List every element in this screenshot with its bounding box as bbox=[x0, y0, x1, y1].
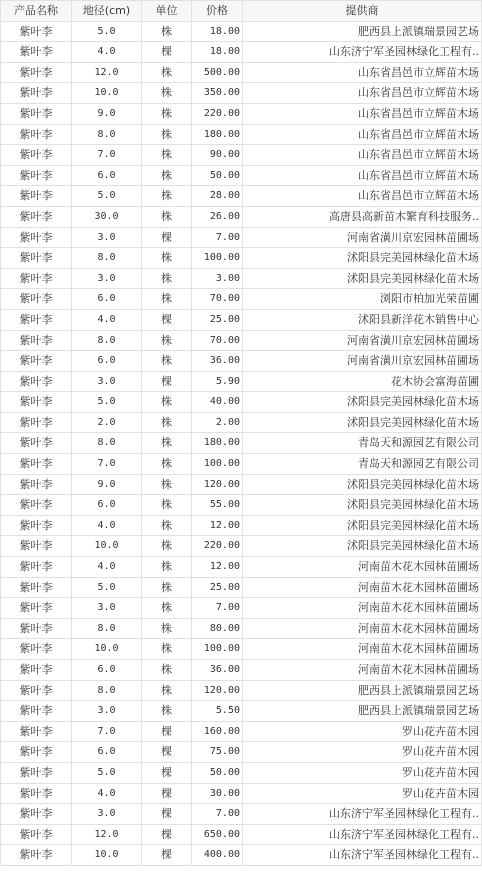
table-row bbox=[1, 145, 482, 166]
price-cell: 36.00 bbox=[192, 660, 243, 681]
product-name-cell: 紫叶李 bbox=[1, 721, 72, 742]
unit-cell: 株 bbox=[142, 103, 192, 124]
table-row bbox=[1, 618, 482, 639]
table-row bbox=[1, 371, 482, 392]
unit-cell: 棵 bbox=[142, 845, 192, 866]
price-cell: 18.00 bbox=[192, 21, 243, 42]
supplier-cell: 河南苗木花木园林苗圃场 bbox=[243, 639, 482, 660]
unit-cell: 株 bbox=[142, 351, 192, 372]
price-cell: 350.00 bbox=[192, 83, 243, 104]
price-cell: 7.00 bbox=[192, 804, 243, 825]
unit-cell: 株 bbox=[142, 680, 192, 701]
table-row bbox=[1, 124, 482, 145]
table-row bbox=[1, 783, 482, 804]
diameter-cell: 10.0 bbox=[72, 845, 142, 866]
price-cell: 7.00 bbox=[192, 598, 243, 619]
diameter-cell: 3.0 bbox=[72, 268, 142, 289]
diameter-cell: 7.0 bbox=[72, 454, 142, 475]
supplier-cell: 青岛天和源园艺有限公司 bbox=[243, 454, 482, 475]
diameter-cell: 5.0 bbox=[72, 21, 142, 42]
unit-cell: 株 bbox=[142, 330, 192, 351]
product-name-cell: 紫叶李 bbox=[1, 762, 72, 783]
diameter-cell: 8.0 bbox=[72, 618, 142, 639]
product-name-cell: 紫叶李 bbox=[1, 186, 72, 207]
unit-cell: 株 bbox=[142, 83, 192, 104]
price-cell: 55.00 bbox=[192, 495, 243, 516]
supplier-cell: 山东济宁军圣园林绿化工程有.. bbox=[243, 845, 482, 866]
product-name-cell: 紫叶李 bbox=[1, 145, 72, 166]
table-row bbox=[1, 762, 482, 783]
table-row bbox=[1, 536, 482, 557]
product-name-cell: 紫叶李 bbox=[1, 62, 72, 83]
product-name-cell: 紫叶李 bbox=[1, 412, 72, 433]
diameter-cell: 5.0 bbox=[72, 392, 142, 413]
price-cell: 30.00 bbox=[192, 783, 243, 804]
table-row bbox=[1, 742, 482, 763]
unit-cell: 株 bbox=[142, 577, 192, 598]
supplier-cell: 沭阳县完美园林绿化苗木场 bbox=[243, 515, 482, 536]
price-cell: 500.00 bbox=[192, 62, 243, 83]
price-cell: 3.00 bbox=[192, 268, 243, 289]
product-name-cell: 紫叶李 bbox=[1, 495, 72, 516]
table-row bbox=[1, 351, 482, 372]
diameter-cell: 8.0 bbox=[72, 680, 142, 701]
product-name-cell: 紫叶李 bbox=[1, 783, 72, 804]
supplier-cell: 罗山花卉苗木园 bbox=[243, 762, 482, 783]
unit-cell: 株 bbox=[142, 536, 192, 557]
price-cell: 12.00 bbox=[192, 515, 243, 536]
table-row bbox=[1, 289, 482, 310]
header-unit: 单位 bbox=[142, 1, 192, 22]
table-row bbox=[1, 474, 482, 495]
supplier-cell: 高唐县高新苗木繁育科技服务.. bbox=[243, 206, 482, 227]
price-cell: 100.00 bbox=[192, 454, 243, 475]
price-cell: 70.00 bbox=[192, 330, 243, 351]
unit-cell: 株 bbox=[142, 701, 192, 722]
table-row bbox=[1, 392, 482, 413]
product-name-cell: 紫叶李 bbox=[1, 536, 72, 557]
supplier-cell: 山东济宁军圣园林绿化工程有.. bbox=[243, 804, 482, 825]
supplier-cell: 山东省昌邑市立辉苗木场 bbox=[243, 165, 482, 186]
supplier-cell: 山东省昌邑市立辉苗木场 bbox=[243, 145, 482, 166]
product-name-cell: 紫叶李 bbox=[1, 454, 72, 475]
diameter-cell: 8.0 bbox=[72, 248, 142, 269]
table-row bbox=[1, 845, 482, 866]
diameter-cell: 4.0 bbox=[72, 557, 142, 578]
diameter-cell: 10.0 bbox=[72, 639, 142, 660]
price-cell: 75.00 bbox=[192, 742, 243, 763]
table-row bbox=[1, 804, 482, 825]
table-row bbox=[1, 21, 482, 42]
table-row bbox=[1, 83, 482, 104]
table-row bbox=[1, 248, 482, 269]
supplier-cell: 河南苗木花木园林苗圃场 bbox=[243, 598, 482, 619]
product-name-cell: 紫叶李 bbox=[1, 227, 72, 248]
unit-cell: 株 bbox=[142, 557, 192, 578]
table-row bbox=[1, 103, 482, 124]
table-row bbox=[1, 227, 482, 248]
supplier-cell: 山东济宁军圣园林绿化工程有.. bbox=[243, 42, 482, 63]
diameter-cell: 4.0 bbox=[72, 783, 142, 804]
supplier-cell: 罗山花卉苗木园 bbox=[243, 783, 482, 804]
unit-cell: 棵 bbox=[142, 824, 192, 845]
price-cell: 100.00 bbox=[192, 248, 243, 269]
price-cell: 100.00 bbox=[192, 639, 243, 660]
product-name-cell: 紫叶李 bbox=[1, 21, 72, 42]
table-row bbox=[1, 598, 482, 619]
unit-cell: 株 bbox=[142, 21, 192, 42]
product-name-cell: 紫叶李 bbox=[1, 83, 72, 104]
diameter-cell: 9.0 bbox=[72, 103, 142, 124]
diameter-cell: 9.0 bbox=[72, 474, 142, 495]
unit-cell: 株 bbox=[142, 289, 192, 310]
diameter-cell: 12.0 bbox=[72, 824, 142, 845]
product-name-cell: 紫叶李 bbox=[1, 330, 72, 351]
product-name-cell: 紫叶李 bbox=[1, 557, 72, 578]
supplier-cell: 河南省潢川京宏园林苗圃场 bbox=[243, 227, 482, 248]
unit-cell: 株 bbox=[142, 495, 192, 516]
price-cell: 5.90 bbox=[192, 371, 243, 392]
header-supplier: 提供商 bbox=[243, 1, 482, 22]
diameter-cell: 3.0 bbox=[72, 227, 142, 248]
supplier-cell: 河南苗木花木园林苗圃场 bbox=[243, 618, 482, 639]
table-row bbox=[1, 62, 482, 83]
supplier-cell: 河南苗木花木园林苗圃场 bbox=[243, 557, 482, 578]
price-cell: 40.00 bbox=[192, 392, 243, 413]
table-row bbox=[1, 454, 482, 475]
product-name-cell: 紫叶李 bbox=[1, 124, 72, 145]
table-row bbox=[1, 165, 482, 186]
supplier-cell: 青岛天和源园艺有限公司 bbox=[243, 433, 482, 454]
supplier-cell: 沭阳县新洋花木销售中心 bbox=[243, 309, 482, 330]
supplier-cell: 沭阳县完美园林绿化苗木场 bbox=[243, 392, 482, 413]
diameter-cell: 6.0 bbox=[72, 351, 142, 372]
supplier-cell: 山东济宁军圣园林绿化工程有.. bbox=[243, 824, 482, 845]
diameter-cell: 10.0 bbox=[72, 83, 142, 104]
product-name-cell: 紫叶李 bbox=[1, 515, 72, 536]
product-name-cell: 紫叶李 bbox=[1, 371, 72, 392]
price-cell: 160.00 bbox=[192, 721, 243, 742]
price-cell: 28.00 bbox=[192, 186, 243, 207]
unit-cell: 棵 bbox=[142, 783, 192, 804]
unit-cell: 株 bbox=[142, 268, 192, 289]
price-cell: 220.00 bbox=[192, 536, 243, 557]
price-cell: 220.00 bbox=[192, 103, 243, 124]
diameter-cell: 3.0 bbox=[72, 804, 142, 825]
table-row bbox=[1, 268, 482, 289]
supplier-cell: 河南省潢川京宏园林苗圃场 bbox=[243, 330, 482, 351]
supplier-cell: 罗山花卉苗木园 bbox=[243, 721, 482, 742]
diameter-cell: 8.0 bbox=[72, 433, 142, 454]
supplier-cell: 山东省昌邑市立辉苗木场 bbox=[243, 62, 482, 83]
unit-cell: 棵 bbox=[142, 227, 192, 248]
table-row bbox=[1, 701, 482, 722]
supplier-cell: 河南省潢川京宏园林苗圃场 bbox=[243, 351, 482, 372]
diameter-cell: 7.0 bbox=[72, 145, 142, 166]
diameter-cell: 6.0 bbox=[72, 495, 142, 516]
unit-cell: 株 bbox=[142, 62, 192, 83]
product-name-cell: 紫叶李 bbox=[1, 42, 72, 63]
price-cell: 12.00 bbox=[192, 557, 243, 578]
unit-cell: 株 bbox=[142, 639, 192, 660]
price-cell: 650.00 bbox=[192, 824, 243, 845]
product-name-cell: 紫叶李 bbox=[1, 845, 72, 866]
table-row bbox=[1, 680, 482, 701]
price-cell: 180.00 bbox=[192, 433, 243, 454]
price-cell: 50.00 bbox=[192, 165, 243, 186]
unit-cell: 棵 bbox=[142, 309, 192, 330]
product-name-cell: 紫叶李 bbox=[1, 598, 72, 619]
diameter-cell: 6.0 bbox=[72, 742, 142, 763]
supplier-cell: 花木协会富海苗圃 bbox=[243, 371, 482, 392]
price-cell: 7.00 bbox=[192, 227, 243, 248]
diameter-cell: 6.0 bbox=[72, 289, 142, 310]
unit-cell: 株 bbox=[142, 145, 192, 166]
diameter-cell: 6.0 bbox=[72, 165, 142, 186]
diameter-cell: 8.0 bbox=[72, 330, 142, 351]
diameter-cell: 10.0 bbox=[72, 536, 142, 557]
supplier-cell: 肥西县上派镇瑞景园艺场 bbox=[243, 701, 482, 722]
table-row bbox=[1, 433, 482, 454]
product-name-cell: 紫叶李 bbox=[1, 660, 72, 681]
diameter-cell: 5.0 bbox=[72, 762, 142, 783]
diameter-cell: 3.0 bbox=[72, 598, 142, 619]
table-row bbox=[1, 557, 482, 578]
diameter-cell: 3.0 bbox=[72, 701, 142, 722]
unit-cell: 株 bbox=[142, 598, 192, 619]
product-name-cell: 紫叶李 bbox=[1, 577, 72, 598]
table-row bbox=[1, 330, 482, 351]
price-cell: 70.00 bbox=[192, 289, 243, 310]
table-row bbox=[1, 186, 482, 207]
supplier-cell: 肥西县上派镇瑞景园艺场 bbox=[243, 21, 482, 42]
supplier-cell: 浏阳市柏加光荣苗圃 bbox=[243, 289, 482, 310]
unit-cell: 棵 bbox=[142, 371, 192, 392]
table-row bbox=[1, 660, 482, 681]
product-name-cell: 紫叶李 bbox=[1, 701, 72, 722]
unit-cell: 株 bbox=[142, 660, 192, 681]
price-cell: 80.00 bbox=[192, 618, 243, 639]
supplier-cell: 罗山花卉苗木园 bbox=[243, 742, 482, 763]
product-name-cell: 紫叶李 bbox=[1, 248, 72, 269]
product-name-cell: 紫叶李 bbox=[1, 824, 72, 845]
supplier-cell: 沭阳县完美园林绿化苗木场 bbox=[243, 495, 482, 516]
unit-cell: 棵 bbox=[142, 721, 192, 742]
product-name-cell: 紫叶李 bbox=[1, 474, 72, 495]
product-name-cell: 紫叶李 bbox=[1, 351, 72, 372]
supplier-cell: 河南苗木花木园林苗圃场 bbox=[243, 577, 482, 598]
table-row bbox=[1, 721, 482, 742]
price-cell: 120.00 bbox=[192, 680, 243, 701]
product-name-cell: 紫叶李 bbox=[1, 618, 72, 639]
price-cell: 25.00 bbox=[192, 309, 243, 330]
product-name-cell: 紫叶李 bbox=[1, 392, 72, 413]
product-name-cell: 紫叶李 bbox=[1, 206, 72, 227]
diameter-cell: 7.0 bbox=[72, 721, 142, 742]
unit-cell: 株 bbox=[142, 618, 192, 639]
supplier-cell: 肥西县上派镇瑞景园艺场 bbox=[243, 680, 482, 701]
unit-cell: 株 bbox=[142, 186, 192, 207]
header-diameter: 地径(cm) bbox=[72, 1, 142, 22]
price-cell: 120.00 bbox=[192, 474, 243, 495]
unit-cell: 棵 bbox=[142, 742, 192, 763]
product-name-cell: 紫叶李 bbox=[1, 742, 72, 763]
product-name-cell: 紫叶李 bbox=[1, 103, 72, 124]
diameter-cell: 2.0 bbox=[72, 412, 142, 433]
unit-cell: 株 bbox=[142, 165, 192, 186]
diameter-cell: 5.0 bbox=[72, 577, 142, 598]
product-name-cell: 紫叶李 bbox=[1, 433, 72, 454]
product-name-cell: 紫叶李 bbox=[1, 680, 72, 701]
diameter-cell: 4.0 bbox=[72, 309, 142, 330]
supplier-cell: 山东省昌邑市立辉苗木场 bbox=[243, 103, 482, 124]
table-row bbox=[1, 309, 482, 330]
table-row bbox=[1, 824, 482, 845]
price-cell: 2.00 bbox=[192, 412, 243, 433]
price-cell: 90.00 bbox=[192, 145, 243, 166]
table-row bbox=[1, 206, 482, 227]
diameter-cell: 6.0 bbox=[72, 660, 142, 681]
supplier-cell: 沭阳县完美园林绿化苗木场 bbox=[243, 412, 482, 433]
unit-cell: 株 bbox=[142, 124, 192, 145]
diameter-cell: 4.0 bbox=[72, 515, 142, 536]
unit-cell: 株 bbox=[142, 248, 192, 269]
header-price: 价格 bbox=[192, 1, 243, 22]
product-name-cell: 紫叶李 bbox=[1, 165, 72, 186]
unit-cell: 棵 bbox=[142, 762, 192, 783]
product-name-cell: 紫叶李 bbox=[1, 289, 72, 310]
unit-cell: 株 bbox=[142, 206, 192, 227]
unit-cell: 棵 bbox=[142, 804, 192, 825]
table-row bbox=[1, 577, 482, 598]
table-row bbox=[1, 639, 482, 660]
supplier-cell: 河南苗木花木园林苗圃场 bbox=[243, 660, 482, 681]
diameter-cell: 12.0 bbox=[72, 62, 142, 83]
supplier-cell: 山东省昌邑市立辉苗木场 bbox=[243, 83, 482, 104]
table-row bbox=[1, 412, 482, 433]
unit-cell: 株 bbox=[142, 412, 192, 433]
unit-cell: 株 bbox=[142, 474, 192, 495]
price-cell: 36.00 bbox=[192, 351, 243, 372]
table-row bbox=[1, 515, 482, 536]
diameter-cell: 4.0 bbox=[72, 42, 142, 63]
supplier-cell: 沭阳县完美园林绿化苗木场 bbox=[243, 268, 482, 289]
table-row bbox=[1, 42, 482, 63]
product-name-cell: 紫叶李 bbox=[1, 804, 72, 825]
header-product-name: 产品名称 bbox=[1, 1, 72, 22]
supplier-cell: 沭阳县完美园林绿化苗木场 bbox=[243, 474, 482, 495]
product-name-cell: 紫叶李 bbox=[1, 309, 72, 330]
supplier-cell: 沭阳县完美园林绿化苗木场 bbox=[243, 248, 482, 269]
price-cell: 180.00 bbox=[192, 124, 243, 145]
unit-cell: 株 bbox=[142, 454, 192, 475]
unit-cell: 株 bbox=[142, 392, 192, 413]
table-row bbox=[1, 495, 482, 516]
price-cell: 18.00 bbox=[192, 42, 243, 63]
price-cell: 400.00 bbox=[192, 845, 243, 866]
diameter-cell: 30.0 bbox=[72, 206, 142, 227]
unit-cell: 株 bbox=[142, 515, 192, 536]
price-cell: 50.00 bbox=[192, 762, 243, 783]
unit-cell: 株 bbox=[142, 433, 192, 454]
price-cell: 25.00 bbox=[192, 577, 243, 598]
table-body bbox=[1, 21, 482, 865]
supplier-cell: 沭阳县完美园林绿化苗木场 bbox=[243, 536, 482, 557]
diameter-cell: 8.0 bbox=[72, 124, 142, 145]
price-cell: 5.50 bbox=[192, 701, 243, 722]
product-name-cell: 紫叶李 bbox=[1, 268, 72, 289]
price-cell: 26.00 bbox=[192, 206, 243, 227]
table-header-row bbox=[1, 1, 482, 22]
unit-cell: 棵 bbox=[142, 42, 192, 63]
diameter-cell: 5.0 bbox=[72, 186, 142, 207]
product-name-cell: 紫叶李 bbox=[1, 639, 72, 660]
supplier-cell: 山东省昌邑市立辉苗木场 bbox=[243, 124, 482, 145]
supplier-cell: 山东省昌邑市立辉苗木场 bbox=[243, 186, 482, 207]
diameter-cell: 3.0 bbox=[72, 371, 142, 392]
